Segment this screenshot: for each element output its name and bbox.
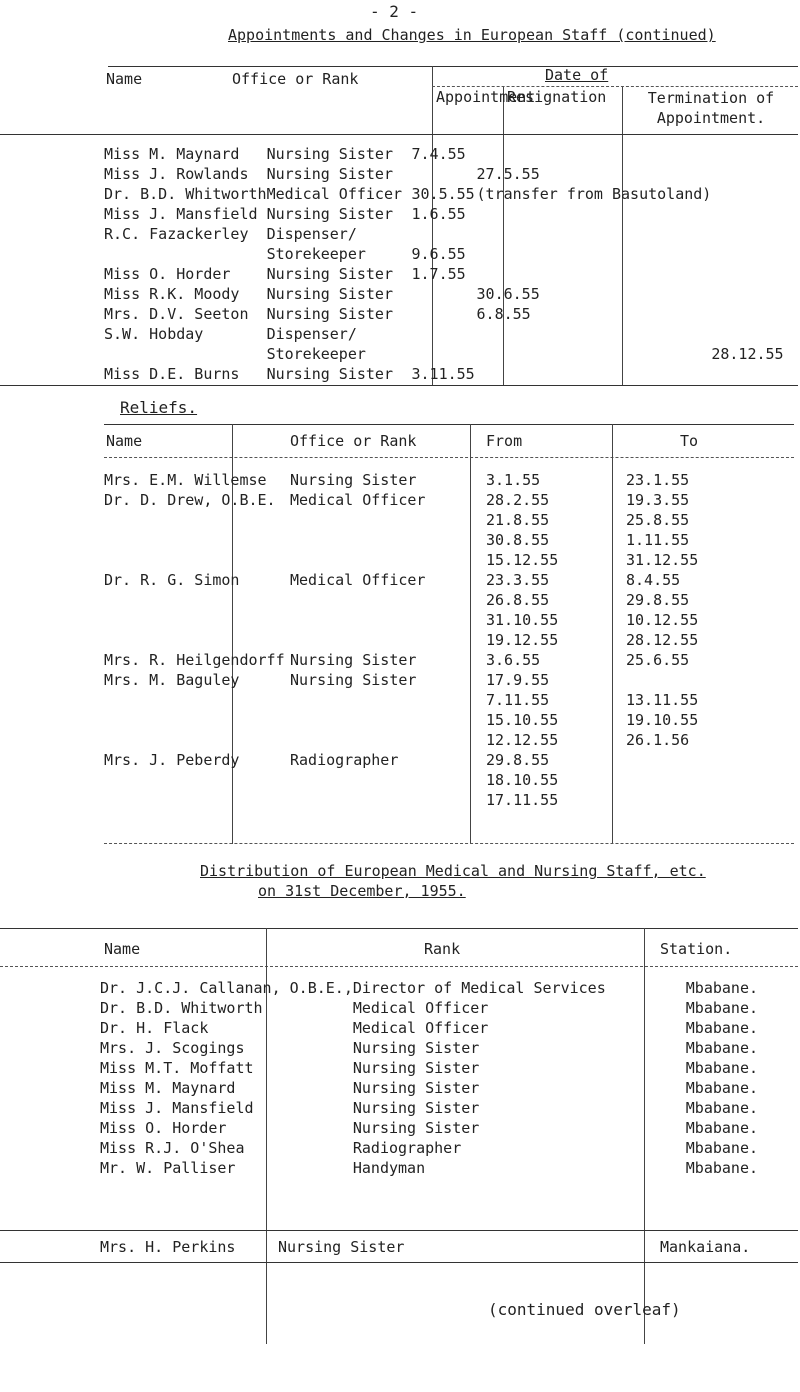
dist-header-name: Name: [104, 940, 141, 958]
cell-from: 30.8.55: [486, 531, 550, 549]
table-row: [104, 490, 766, 510]
cell-resignation: [477, 324, 712, 344]
table-row: [104, 304, 800, 324]
distribution-rows: [100, 978, 800, 1178]
cell-name: [104, 244, 267, 264]
page-number: - 2 -: [370, 2, 419, 21]
cell-office: [290, 790, 486, 810]
cell-to: [626, 750, 766, 770]
cell-station: Mbabane.: [685, 1099, 759, 1117]
table-row: [104, 550, 766, 570]
cell-rank: Nursing Sister: [352, 1059, 480, 1077]
cell-name: [104, 590, 290, 610]
cell-rank: Nursing Sister: [352, 1079, 480, 1097]
appt-header-resignation: Resignation: [507, 88, 607, 106]
cell-office: Nursing Sister: [290, 471, 417, 489]
cell-resignation: [477, 364, 712, 384]
cell-appointment: 1.7.55: [411, 265, 466, 283]
cell-from: 31.10.55: [486, 611, 559, 629]
cell-termination: 28.12.55: [711, 345, 784, 363]
cell-rank: Nursing Sister: [352, 1099, 480, 1117]
table-row: [104, 344, 800, 364]
cell-to: [626, 770, 766, 790]
table-row: [104, 610, 766, 630]
table-row: [104, 264, 800, 284]
cell-name: Miss J. Mansfield: [104, 205, 258, 223]
cell-name: Dr. J.C.J. Callanan, O.B.E.,: [100, 979, 353, 997]
dist-last-name: Mrs. H. Perkins: [100, 1238, 236, 1256]
cell-office: [290, 610, 486, 630]
cell-termination: [711, 164, 800, 184]
cell-office: Nursing Sister: [290, 671, 417, 689]
cell-station: Mbabane.: [685, 1059, 759, 1077]
cell-office: Nursing Sister: [266, 365, 393, 383]
cell-from: 12.12.55: [486, 731, 559, 749]
appt-header-appointment: Appointment: [436, 88, 536, 106]
table-row: [104, 364, 800, 384]
cell-to: 23.1.55: [626, 471, 690, 489]
cell-termination: [711, 184, 800, 204]
cell-office: Dispenser/: [266, 325, 357, 343]
cell-name: Mrs. M. Baguley: [104, 671, 240, 689]
cell-office: [290, 770, 486, 790]
cell-resignation: [477, 344, 712, 364]
distribution-subtitle: on 31st December, 1955.: [258, 882, 466, 900]
table-row: [104, 164, 800, 184]
cell-rank: Director of Medical Services: [352, 979, 606, 997]
cell-from: 3.6.55: [486, 651, 541, 669]
footer-continued: (continued overleaf): [488, 1300, 681, 1319]
reliefs-header-to: To: [680, 432, 699, 450]
distribution-title: Distribution of European Medical and Nursing Staff, etc.: [200, 862, 706, 880]
cell-appointment: 7.4.55: [411, 145, 466, 163]
cell-resignation: [477, 264, 712, 284]
cell-office: Nursing Sister: [266, 165, 393, 183]
cell-office: Medical Officer: [290, 571, 426, 589]
cell-resignation: [477, 224, 712, 244]
appt-header-name: Name: [106, 70, 143, 88]
cell-appointment: [412, 324, 477, 344]
cell-termination: [711, 224, 800, 244]
cell-termination: [711, 284, 800, 304]
table-row: [104, 770, 766, 790]
cell-rank: Medical Officer: [352, 1019, 489, 1037]
cell-office: Dispenser/: [266, 225, 357, 243]
cell-name: Miss M. Maynard: [104, 145, 240, 163]
cell-to: 29.8.55: [626, 591, 690, 609]
appt-header-date-of: Date of: [545, 66, 609, 84]
cell-appointment: [412, 304, 477, 324]
cell-name: R.C. Fazackerley: [104, 225, 249, 243]
cell-office: Storekeeper: [266, 245, 366, 263]
cell-resignation: [477, 144, 712, 164]
table-row: [100, 978, 800, 998]
cell-name: [104, 630, 290, 650]
cell-resignation: 30.6.55: [476, 285, 540, 303]
reliefs-title: Reliefs.: [120, 398, 198, 417]
cell-from: 28.2.55: [486, 491, 550, 509]
cell-appointment: 3.11.55: [411, 365, 475, 383]
table-row: [100, 1158, 800, 1178]
page-heading: Appointments and Changes in European Staff (continued): [228, 26, 716, 44]
cell-termination: [711, 264, 800, 284]
cell-office: Nursing Sister: [266, 205, 393, 223]
cell-name: Mrs. E.M. Willemse: [104, 471, 267, 489]
cell-name: Miss R.J. O'Shea: [100, 1139, 245, 1157]
table-row: [104, 244, 800, 264]
table-row: [104, 630, 766, 650]
cell-appointment: [412, 344, 477, 364]
cell-office: [290, 550, 486, 570]
cell-office: Nursing Sister: [266, 265, 393, 283]
cell-office: [290, 630, 486, 650]
reliefs-header-office: Office or Rank: [290, 432, 417, 450]
cell-name: [104, 790, 290, 810]
table-row: [104, 470, 766, 490]
cell-appointment: 30.5.55: [411, 185, 475, 203]
cell-name: [104, 690, 290, 710]
cell-appointment: 9.6.55: [411, 245, 466, 263]
cell-termination: [711, 304, 800, 324]
cell-name: Dr. B.D. Whitworth: [100, 999, 263, 1017]
cell-name: [104, 550, 290, 570]
table-row: [104, 224, 800, 244]
cell-office: Nursing Sister: [290, 651, 417, 669]
appointments-rows: [104, 144, 800, 384]
cell-from: 15.10.55: [486, 711, 559, 729]
table-row: [104, 510, 766, 530]
cell-name: [104, 510, 290, 530]
cell-office: [290, 530, 486, 550]
cell-name: S.W. Hobday: [104, 325, 204, 343]
cell-appointment: [412, 284, 477, 304]
cell-termination: [711, 204, 800, 224]
cell-station: Mbabane.: [685, 1079, 759, 1097]
cell-from: 7.11.55: [486, 691, 550, 709]
cell-termination: [711, 244, 800, 264]
cell-appointment: 1.6.55: [411, 205, 466, 223]
cell-name: Dr. B.D. Whitworth: [104, 185, 267, 203]
cell-name: [104, 710, 290, 730]
table-row: [104, 690, 766, 710]
cell-to: 26.1.56: [626, 731, 690, 749]
table-row: [104, 750, 766, 770]
cell-from: 19.12.55: [486, 631, 559, 649]
cell-name: Mrs. D.V. Seeton: [104, 305, 249, 323]
cell-to: 1.11.55: [626, 531, 690, 549]
table-row: [100, 1038, 800, 1058]
cell-resignation: 27.5.55: [476, 165, 540, 183]
table-row: [104, 204, 800, 224]
table-row: [100, 998, 800, 1018]
cell-from: 17.11.55: [486, 791, 559, 809]
cell-rank: Nursing Sister: [352, 1039, 480, 1057]
cell-to: 10.12.55: [626, 611, 699, 629]
cell-name: Miss O. Horder: [100, 1119, 227, 1137]
cell-rank: Medical Officer: [352, 999, 489, 1017]
table-row: [104, 790, 766, 810]
cell-to: [626, 790, 766, 810]
table-row: [104, 144, 800, 164]
appt-header-office: Office or Rank: [232, 70, 359, 88]
table-row: [104, 670, 766, 690]
cell-from: 26.8.55: [486, 591, 550, 609]
dist-header-rank: Rank: [424, 940, 461, 958]
table-row: [104, 324, 800, 344]
cell-resignation: 6.8.55: [476, 305, 531, 323]
dist-last-rank: Nursing Sister: [278, 1238, 405, 1256]
cell-name: [104, 730, 290, 750]
cell-name: Miss M.T. Moffatt: [100, 1059, 254, 1077]
cell-name: Miss J. Rowlands: [104, 165, 249, 183]
cell-name: [104, 770, 290, 790]
cell-office: [290, 730, 486, 750]
cell-name: [104, 610, 290, 630]
cell-name: Miss R.K. Moody: [104, 285, 240, 303]
cell-to: 31.12.55: [626, 551, 699, 569]
cell-name: Miss J. Mansfield: [100, 1099, 254, 1117]
cell-name: Dr. R. G. Simon: [104, 571, 240, 589]
cell-name: [104, 530, 290, 550]
cell-office: Medical Officer: [266, 185, 403, 203]
reliefs-header-from: From: [486, 432, 523, 450]
table-row: [100, 1078, 800, 1098]
cell-rank: Nursing Sister: [352, 1119, 480, 1137]
cell-station: Mbabane.: [685, 1019, 759, 1037]
cell-from: 23.3.55: [486, 571, 550, 589]
dist-last-station: Mankaiana.: [660, 1238, 751, 1256]
table-row: [100, 1058, 800, 1078]
appt-header-termination: Termination of Appointment.: [647, 89, 775, 127]
cell-appointment: [412, 164, 477, 184]
table-row: [100, 1138, 800, 1158]
cell-resignation: [477, 204, 712, 224]
cell-from: 18.10.55: [486, 771, 559, 789]
cell-name: Miss O. Horder: [104, 265, 231, 283]
table-row: [104, 530, 766, 550]
cell-office: Radiographer: [290, 751, 399, 769]
dist-header-station: Station.: [660, 940, 733, 958]
cell-rank: Handyman: [352, 1159, 426, 1177]
cell-name: Miss D.E. Burns: [104, 365, 240, 383]
cell-from: 15.12.55: [486, 551, 559, 569]
cell-from: 3.1.55: [486, 471, 541, 489]
cell-name: Dr. D. Drew, O.B.E.: [104, 491, 276, 509]
cell-name: Miss M. Maynard: [100, 1079, 236, 1097]
cell-termination: [711, 364, 800, 384]
table-row: [100, 1118, 800, 1138]
table-row: [104, 650, 766, 670]
cell-station: Mbabane.: [685, 1119, 759, 1137]
cell-office: Storekeeper: [266, 345, 366, 363]
cell-to: 19.3.55: [626, 491, 690, 509]
cell-from: 21.8.55: [486, 511, 550, 529]
table-row: [104, 284, 800, 304]
cell-rank: Radiographer: [352, 1139, 462, 1157]
table-row: [104, 184, 800, 204]
cell-station: Mbabane.: [685, 979, 759, 997]
cell-name: Dr. H. Flack: [100, 1019, 209, 1037]
cell-name: Mrs. J. Peberdy: [104, 751, 240, 769]
cell-office: Nursing Sister: [266, 285, 393, 303]
cell-station: Mbabane.: [685, 1039, 759, 1057]
table-row: [100, 1098, 800, 1118]
cell-office: [290, 590, 486, 610]
table-row: [104, 590, 766, 610]
cell-to: 25.8.55: [626, 511, 690, 529]
cell-to: 19.10.55: [626, 711, 699, 729]
cell-office: Nursing Sister: [266, 145, 393, 163]
cell-name: [104, 344, 267, 364]
cell-appointment: [412, 224, 477, 244]
cell-office: [290, 510, 486, 530]
cell-name: Mr. W. Palliser: [100, 1159, 236, 1177]
cell-termination: [711, 144, 800, 164]
table-row: [104, 570, 766, 590]
cell-termination: [711, 324, 800, 344]
cell-from: 17.9.55: [486, 671, 550, 689]
cell-name: Mrs. J. Scogings: [100, 1039, 245, 1057]
cell-to: 13.11.55: [626, 691, 699, 709]
table-row: [104, 730, 766, 750]
cell-to: 8.4.55: [626, 571, 681, 589]
table-row: [104, 710, 766, 730]
cell-office: [290, 690, 486, 710]
cell-office: [290, 710, 486, 730]
cell-name: Mrs. R. Heilgendorff: [104, 651, 285, 669]
cell-from: 29.8.55: [486, 751, 550, 769]
cell-office: Nursing Sister: [266, 305, 393, 323]
cell-to: 25.6.55: [626, 651, 690, 669]
reliefs-rows: [104, 470, 766, 810]
cell-station: Mbabane.: [685, 1139, 759, 1157]
cell-resignation: (transfer from Basutoland): [476, 185, 712, 203]
cell-to: [626, 670, 766, 690]
cell-station: Mbabane.: [685, 1159, 759, 1177]
table-row: [100, 1018, 800, 1038]
reliefs-header-name: Name: [106, 432, 143, 450]
cell-to: 28.12.55: [626, 631, 699, 649]
cell-station: Mbabane.: [685, 999, 759, 1017]
cell-office: Medical Officer: [290, 491, 426, 509]
cell-resignation: [477, 244, 712, 264]
